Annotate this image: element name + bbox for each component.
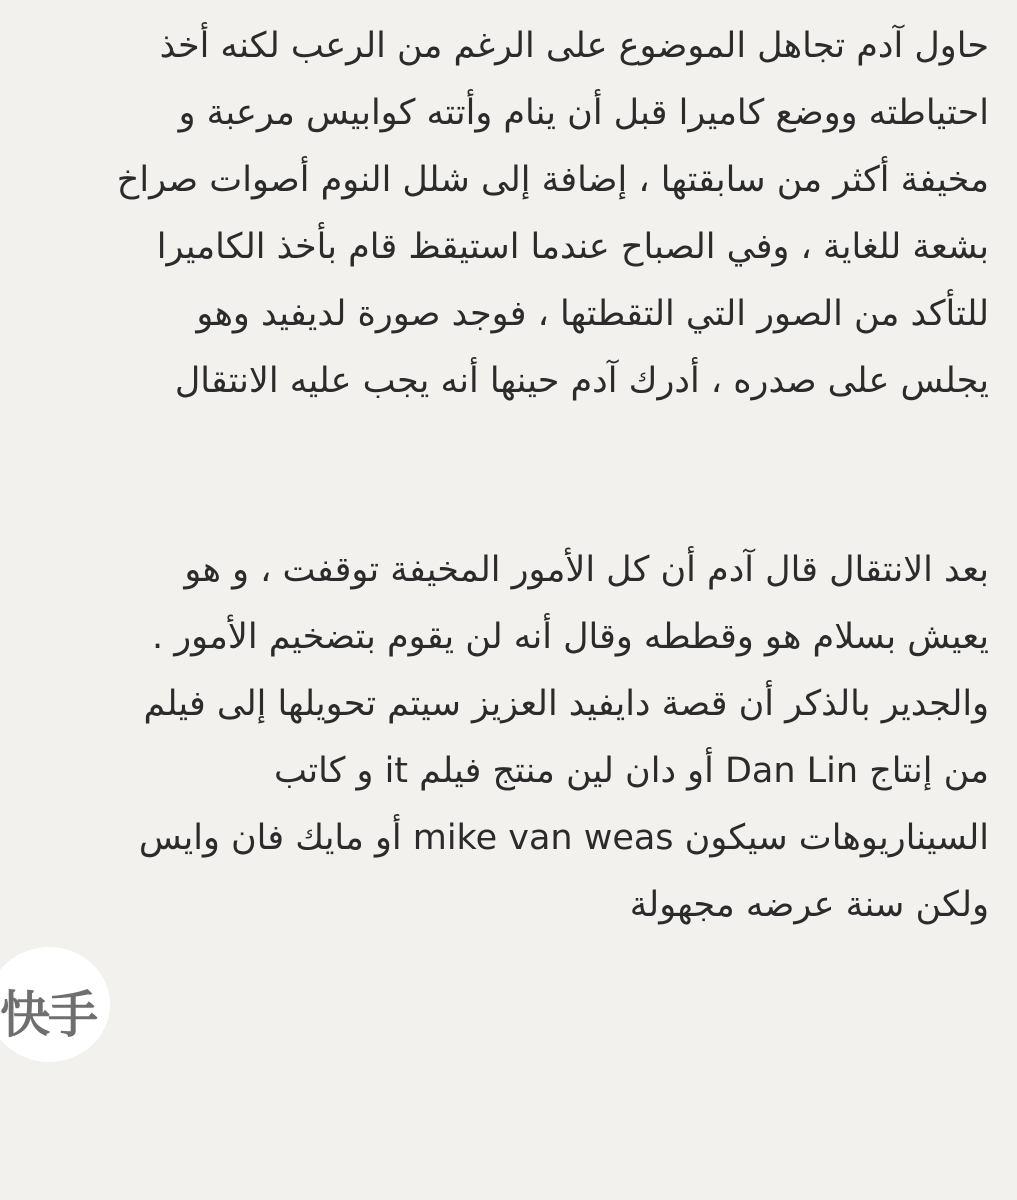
text-line: بعد الانتقال قال آدم أن كل الأمور المخيفة توقفت ، و هو — [184, 550, 989, 590]
paragraph-1 — [40, 13, 989, 415]
text-line: حاول آدم تجاهل الموضوع على الرغم من الرعب لكنه أخذ — [159, 26, 989, 66]
text-line: من إنتاج Dan Lin أو دان لين منتج فيلم it و كاتب — [273, 751, 989, 791]
text-line: يعيش بسلام هو وقططه وقال أنه لن يقوم بتضخيم الأمور . — [151, 617, 989, 657]
text-line: ولكن سنة عرضه مجهولة — [629, 885, 989, 925]
paragraph-2 — [40, 537, 989, 939]
text-line: بشعة للغاية ، وفي الصباح عندما استيقظ قام بأخذ الكاميرا — [156, 227, 989, 267]
kuaishou-watermark-logo — [0, 947, 110, 1062]
text-line: والجدير بالذكر أن قصة دايفيد العزيز سيتم تحويلها إلى فيلم — [143, 684, 989, 724]
watermark-text: 快手 — [0, 986, 96, 1044]
text-line: السيناريوهات سيكون mike van weas أو مايك فان وايس — [138, 818, 989, 858]
text-line: يجلس على صدره ، أدرك آدم حينها أنه يجب عليه الانتقال — [174, 361, 989, 401]
text-line: احتياطته ووضع كاميرا قبل أن ينام وأتته كوابيس مرعبة و — [178, 93, 989, 133]
text-line: للتأكد من الصور التي التقطتها ، فوجد صورة لديفيد وهو — [196, 294, 989, 334]
text-line: مخيفة أكثر من سابقتها ، إضافة إلى شلل النوم أصوات صراخ — [116, 160, 989, 200]
